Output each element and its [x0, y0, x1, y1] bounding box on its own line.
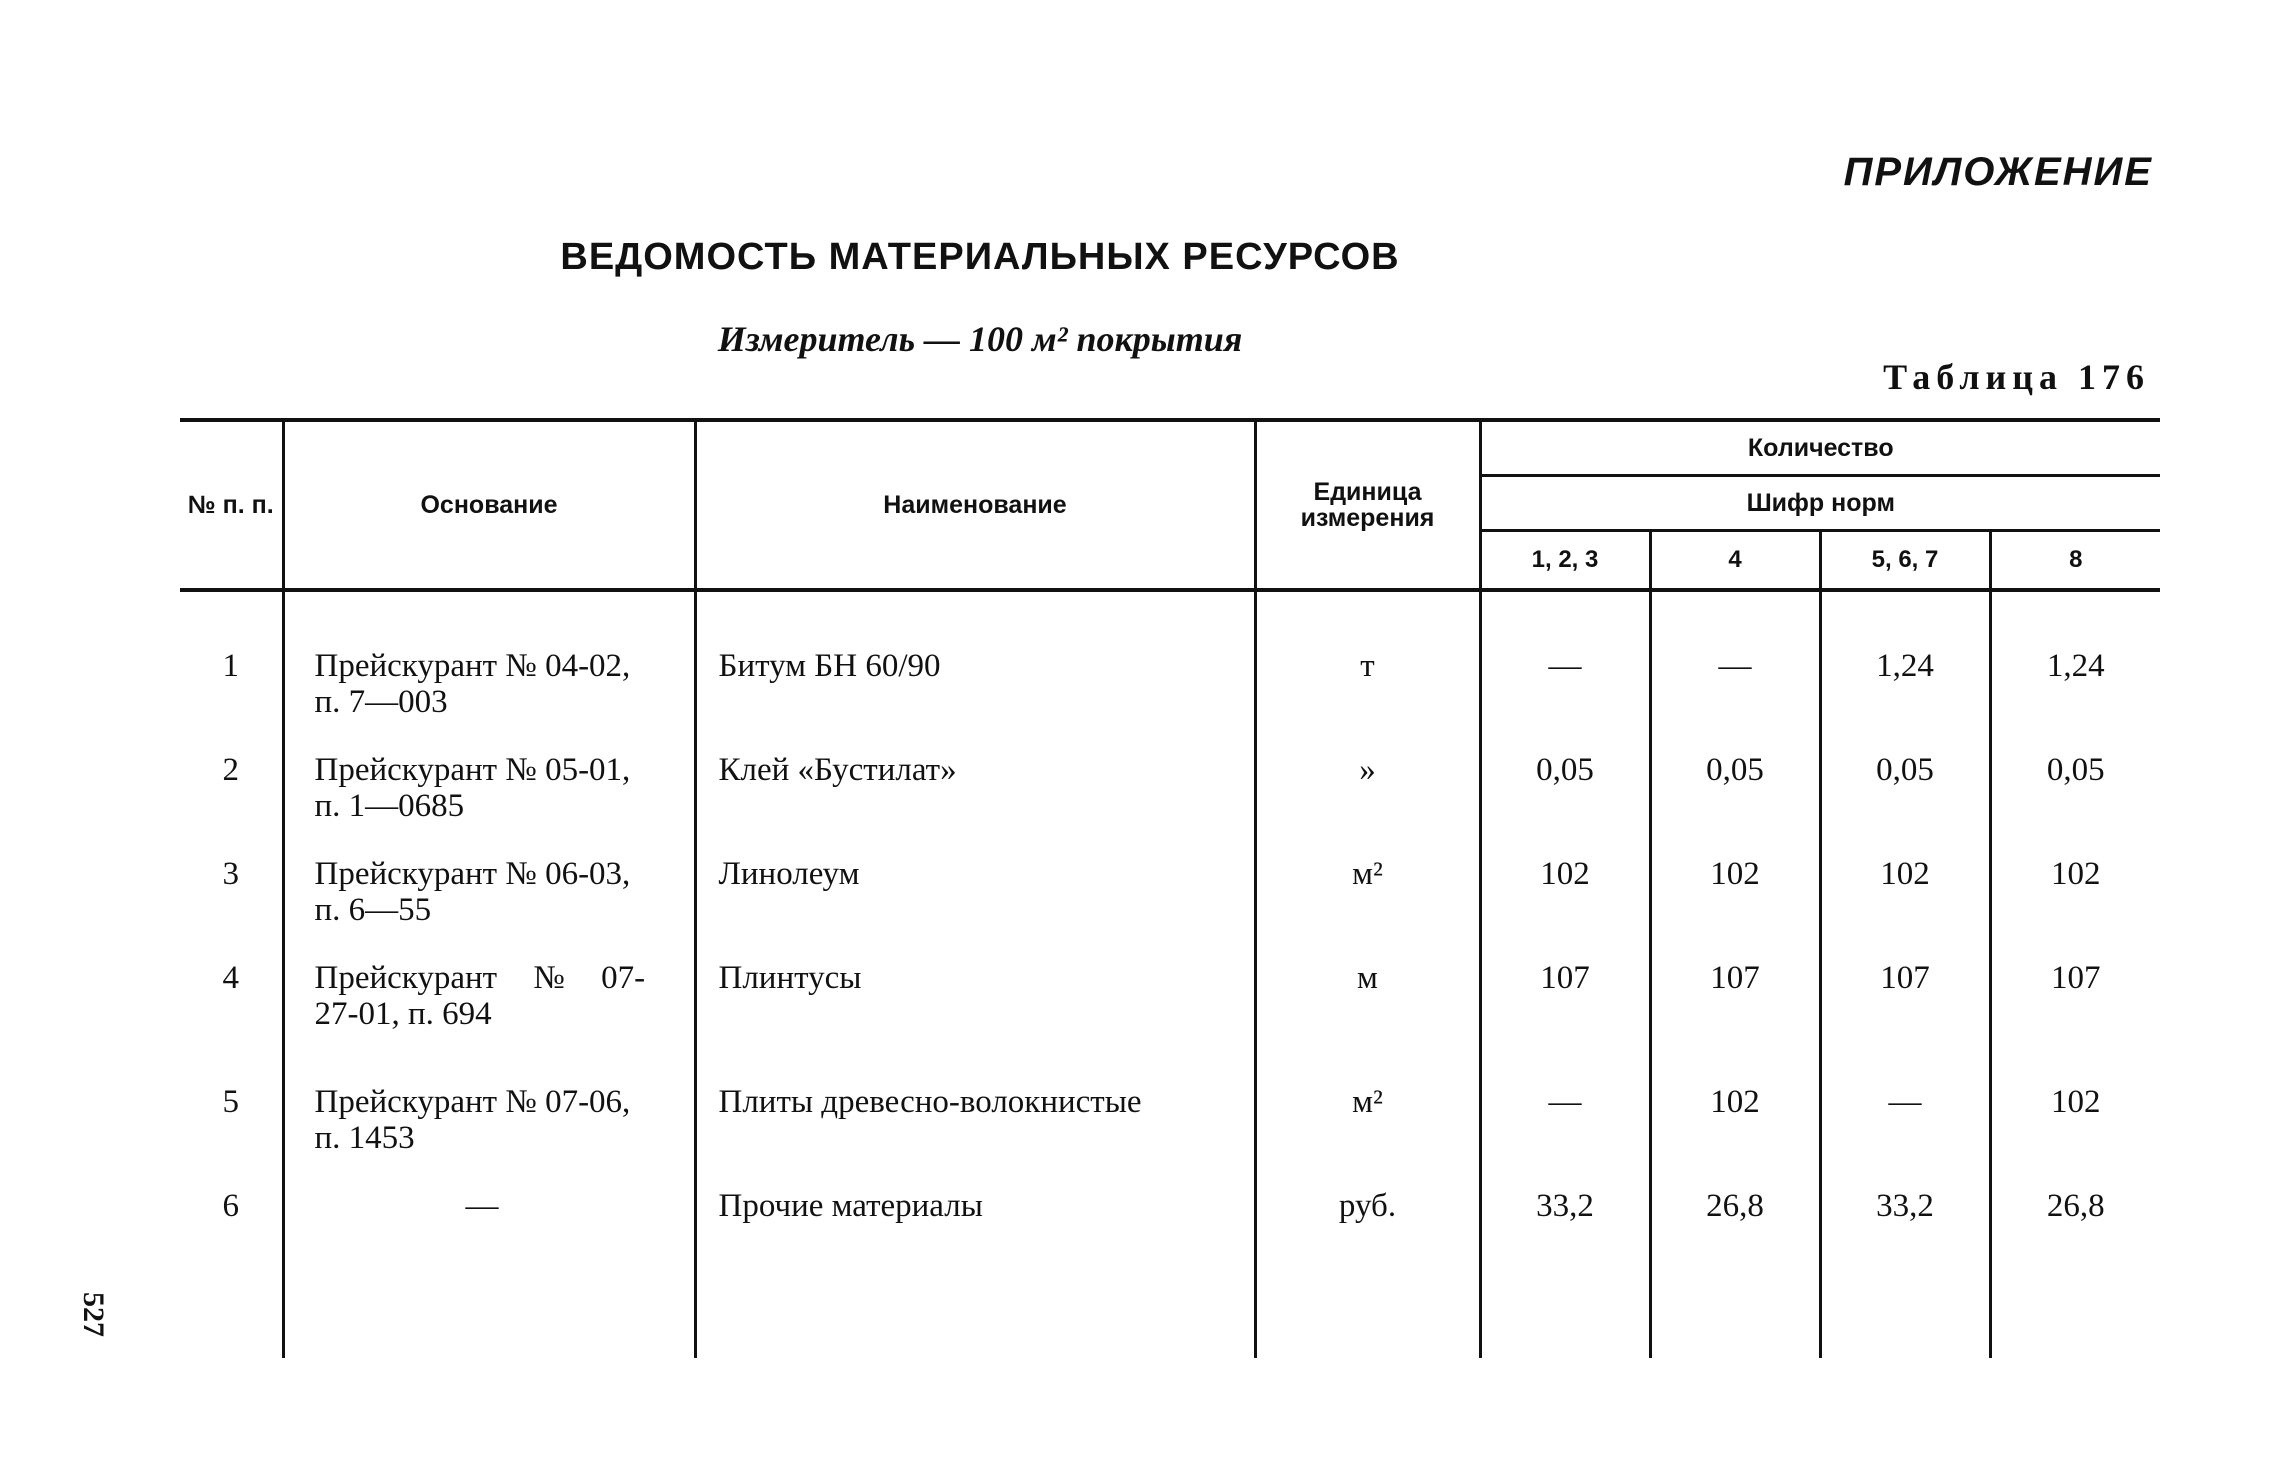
row-basis: Прейскурант № 07- 27-01, п. 694	[283, 960, 695, 1084]
row-q3: 0,05	[1820, 752, 1990, 856]
row-q2: 107	[1650, 960, 1820, 1084]
header-q1: 1, 2, 3	[1480, 531, 1650, 591]
row-q3: 107	[1820, 960, 1990, 1084]
page-number: 527	[77, 1292, 110, 1337]
row-name: Прочие материалы	[695, 1188, 1255, 1358]
row-q2: 26,8	[1650, 1188, 1820, 1358]
table-row	[180, 960, 2160, 1084]
row-unit: м²	[1255, 856, 1480, 960]
row-name: Плиты древесно-волокнистые	[695, 1084, 1255, 1188]
row-unit: м	[1255, 960, 1480, 1084]
row-basis: Прейскурант № 06-03, п. 6—55	[283, 856, 695, 960]
table-row	[180, 590, 2160, 752]
header-quantity: Количество	[1480, 420, 2160, 476]
row-q1: —	[1480, 590, 1650, 752]
row-q2: 0,05	[1650, 752, 1820, 856]
row-q4: 26,8	[1990, 1188, 2160, 1358]
row-q1: —	[1480, 1084, 1650, 1188]
row-q1: 107	[1480, 960, 1650, 1084]
row-num: 2	[222, 752, 239, 788]
row-basis: Прейскурант № 05-01, п. 1—0685	[283, 752, 695, 856]
row-q4: 1,24	[1990, 590, 2160, 752]
row-q1: 102	[1480, 856, 1650, 960]
table-row	[180, 856, 2160, 960]
header-name: Наименование	[695, 420, 1255, 590]
row-q1: 33,2	[1480, 1188, 1650, 1358]
header-q2: 4	[1650, 531, 1820, 591]
row-name: Битум БН 60/90	[695, 590, 1255, 752]
header-norm-code: Шифр норм	[1480, 476, 2160, 531]
materials-table	[180, 418, 2160, 1358]
row-q4: 0,05	[1990, 752, 2160, 856]
row-num: 4	[222, 960, 239, 996]
header-num: № п. п.	[180, 420, 283, 590]
row-num: 5	[222, 1084, 239, 1120]
document-title: ВЕДОМОСТЬ МАТЕРИАЛЬНЫХ РЕСУРСОВ	[560, 236, 1400, 278]
row-num: 3	[222, 856, 239, 892]
table-number: Таблица 176	[1883, 357, 2150, 397]
table-row	[180, 752, 2160, 856]
header-q4: 8	[1990, 531, 2160, 591]
row-q2: 102	[1650, 856, 1820, 960]
row-name: Плинтусы	[695, 960, 1255, 1084]
row-q3: 33,2	[1820, 1188, 1990, 1358]
row-unit: т	[1255, 590, 1480, 752]
row-basis: Прейскурант № 04-02, п. 7—003	[283, 590, 695, 752]
row-q3: 1,24	[1820, 590, 1990, 752]
header-unit: Единица измерения	[1255, 420, 1480, 590]
row-q3: —	[1820, 1084, 1990, 1188]
row-q3: 102	[1820, 856, 1990, 960]
row-name: Клей «Бустилат»	[695, 752, 1255, 856]
row-q2: —	[1650, 590, 1820, 752]
row-unit: м²	[1255, 1084, 1480, 1188]
row-q4: 102	[1990, 1084, 2160, 1188]
row-basis: Прейскурант № 07-06, п. 1453	[283, 1084, 695, 1188]
row-basis: —	[283, 1188, 695, 1358]
row-name: Линолеум	[695, 856, 1255, 960]
row-q4: 107	[1990, 960, 2160, 1084]
row-unit: »	[1255, 752, 1480, 856]
row-unit: руб.	[1255, 1188, 1480, 1358]
header-basis: Основание	[283, 420, 695, 590]
appendix-label: ПРИЛОЖЕНИЕ	[1843, 150, 2153, 194]
row-num: 1	[222, 648, 239, 684]
row-q4: 102	[1990, 856, 2160, 960]
row-q2: 102	[1650, 1084, 1820, 1188]
row-q1: 0,05	[1480, 752, 1650, 856]
table-row	[180, 1188, 2160, 1358]
row-num: 6	[222, 1188, 239, 1224]
table-row	[180, 1084, 2160, 1188]
measure-unit-subtitle: Измеритель — 100 м² покрытия	[717, 319, 1243, 359]
header-q3: 5, 6, 7	[1820, 531, 1990, 591]
